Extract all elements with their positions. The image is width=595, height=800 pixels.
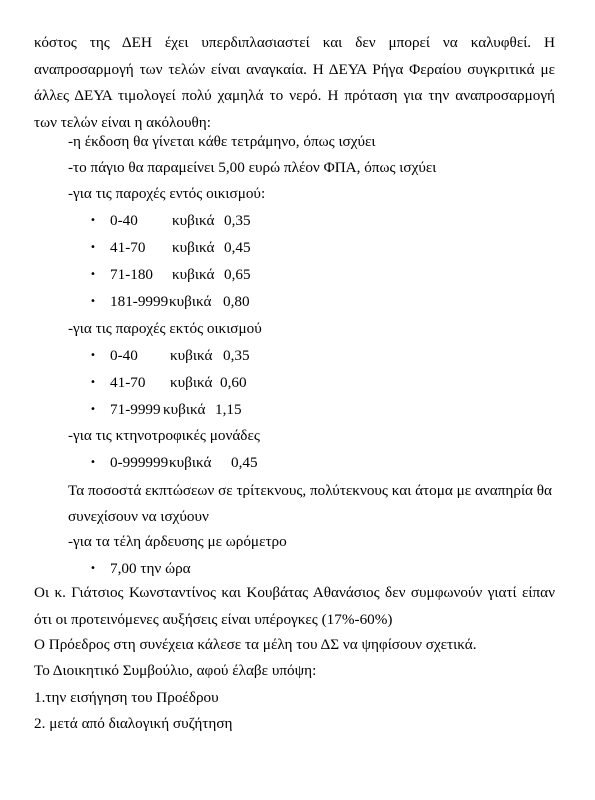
bullet-icon: •: [90, 296, 96, 307]
bullet-icon: •: [90, 350, 96, 361]
bullet-icon: •: [90, 563, 96, 574]
unit-label: κυβικά: [172, 266, 215, 283]
price-value: 0,45: [224, 239, 251, 256]
unit-label: κυβικά: [170, 347, 213, 364]
range-label: 181-9999: [110, 293, 169, 310]
price-value: 0,35: [224, 212, 251, 229]
price-value: 0,65: [224, 266, 251, 283]
range-label: 41-70: [110, 239, 146, 256]
range-label: 0-999999: [110, 454, 169, 471]
irrigation-heading: -για τα τέλη άρδευσης με ωρόμετρο: [68, 533, 287, 550]
unit-label: κυβικά: [169, 454, 212, 471]
range-label: 71-9999: [110, 401, 161, 418]
unit-label: κυβικά: [163, 401, 206, 418]
price-value: 0,80: [223, 293, 250, 310]
fixed-fee-item: -το πάγιο θα παραμείνει 5,00 ευρώ πλέον ΦΠΑ, όπως ισχύει: [68, 159, 437, 176]
bullet-icon: •: [90, 404, 96, 415]
unit-label: κυβικά: [172, 239, 215, 256]
range-label: 0-40: [110, 347, 138, 364]
price-value: 1,15: [215, 401, 242, 418]
unit-label: κυβικά: [170, 374, 213, 391]
range-label: 41-70: [110, 374, 146, 391]
unit-label: κυβικά: [172, 212, 215, 229]
discounts-paragraph: Τα ποσοστά εκπτώσεων σε τρίτεκνους, πολύτεκνους και άτομα με αναπηρία θα συνεχίσουν να ισχύουν: [68, 482, 553, 525]
bullet-icon: •: [90, 457, 96, 468]
chairman-call: Ο Πρόεδρος στη συνέχεια κάλεσε τα μέλη του ΔΣ να ψηφίσουν σχετικά.: [34, 636, 477, 653]
consideration-item-1: 1.την εισήγηση του Προέδρου: [34, 689, 219, 706]
outside-settlement-heading: -για τις παροχές εκτός οικισμού: [68, 320, 262, 337]
unit-label: κυβικά: [169, 293, 212, 310]
bullet-icon: •: [90, 377, 96, 388]
range-label: 0-40: [110, 212, 138, 229]
price-value: 0,60: [220, 374, 247, 391]
irrigation-rate: 7,00 την ώρα: [110, 560, 191, 577]
issuance-item: -η έκδοση θα γίνεται κάθε τετράμηνο, όπως ισχύει: [68, 133, 376, 150]
livestock-units-heading: -για τις κτηνοτροφικές μονάδες: [68, 427, 260, 444]
inside-settlement-heading: -για τις παροχές εντός οικισμού:: [68, 185, 266, 202]
objection-paragraph: Οι κ. Γιάτσιος Κωνσταντίνος και Κουβάτας Αθανάσιος δεν συμφωνούν γιατί είπαν ότι οι προτεινόμενες αυξήσεις είναι υπέρογκες (17%-60%): [34, 584, 555, 628]
bullet-icon: •: [90, 215, 96, 226]
board-considered: Το Διοικητικό Συμβούλιο, αφού έλαβε υπόψη:: [34, 662, 317, 679]
bullet-icon: •: [90, 269, 96, 280]
price-value: 0,45: [231, 454, 258, 471]
price-value: 0,35: [223, 347, 250, 364]
intro-paragraph: κόστος της ΔΕΗ έχει υπερδιπλασιαστεί και δεν μπορεί να καλυφθεί. Η αναπροσαρμογή των τελών είναι αναγκαία. Η ΔΕΥΑ Ρήγα Φεραίου συγκριτικά με άλλες ΔΕΥΑ τιμολογεί πολύ χαμηλά το νερό. Η πρόταση για την αναπροσαρμογή των τελών είναι η ακόλουθη:: [34, 34, 555, 131]
consideration-item-2: 2. μετά από διαλογική συζήτηση: [34, 715, 233, 732]
bullet-icon: •: [90, 242, 96, 253]
range-label: 71-180: [110, 266, 154, 283]
